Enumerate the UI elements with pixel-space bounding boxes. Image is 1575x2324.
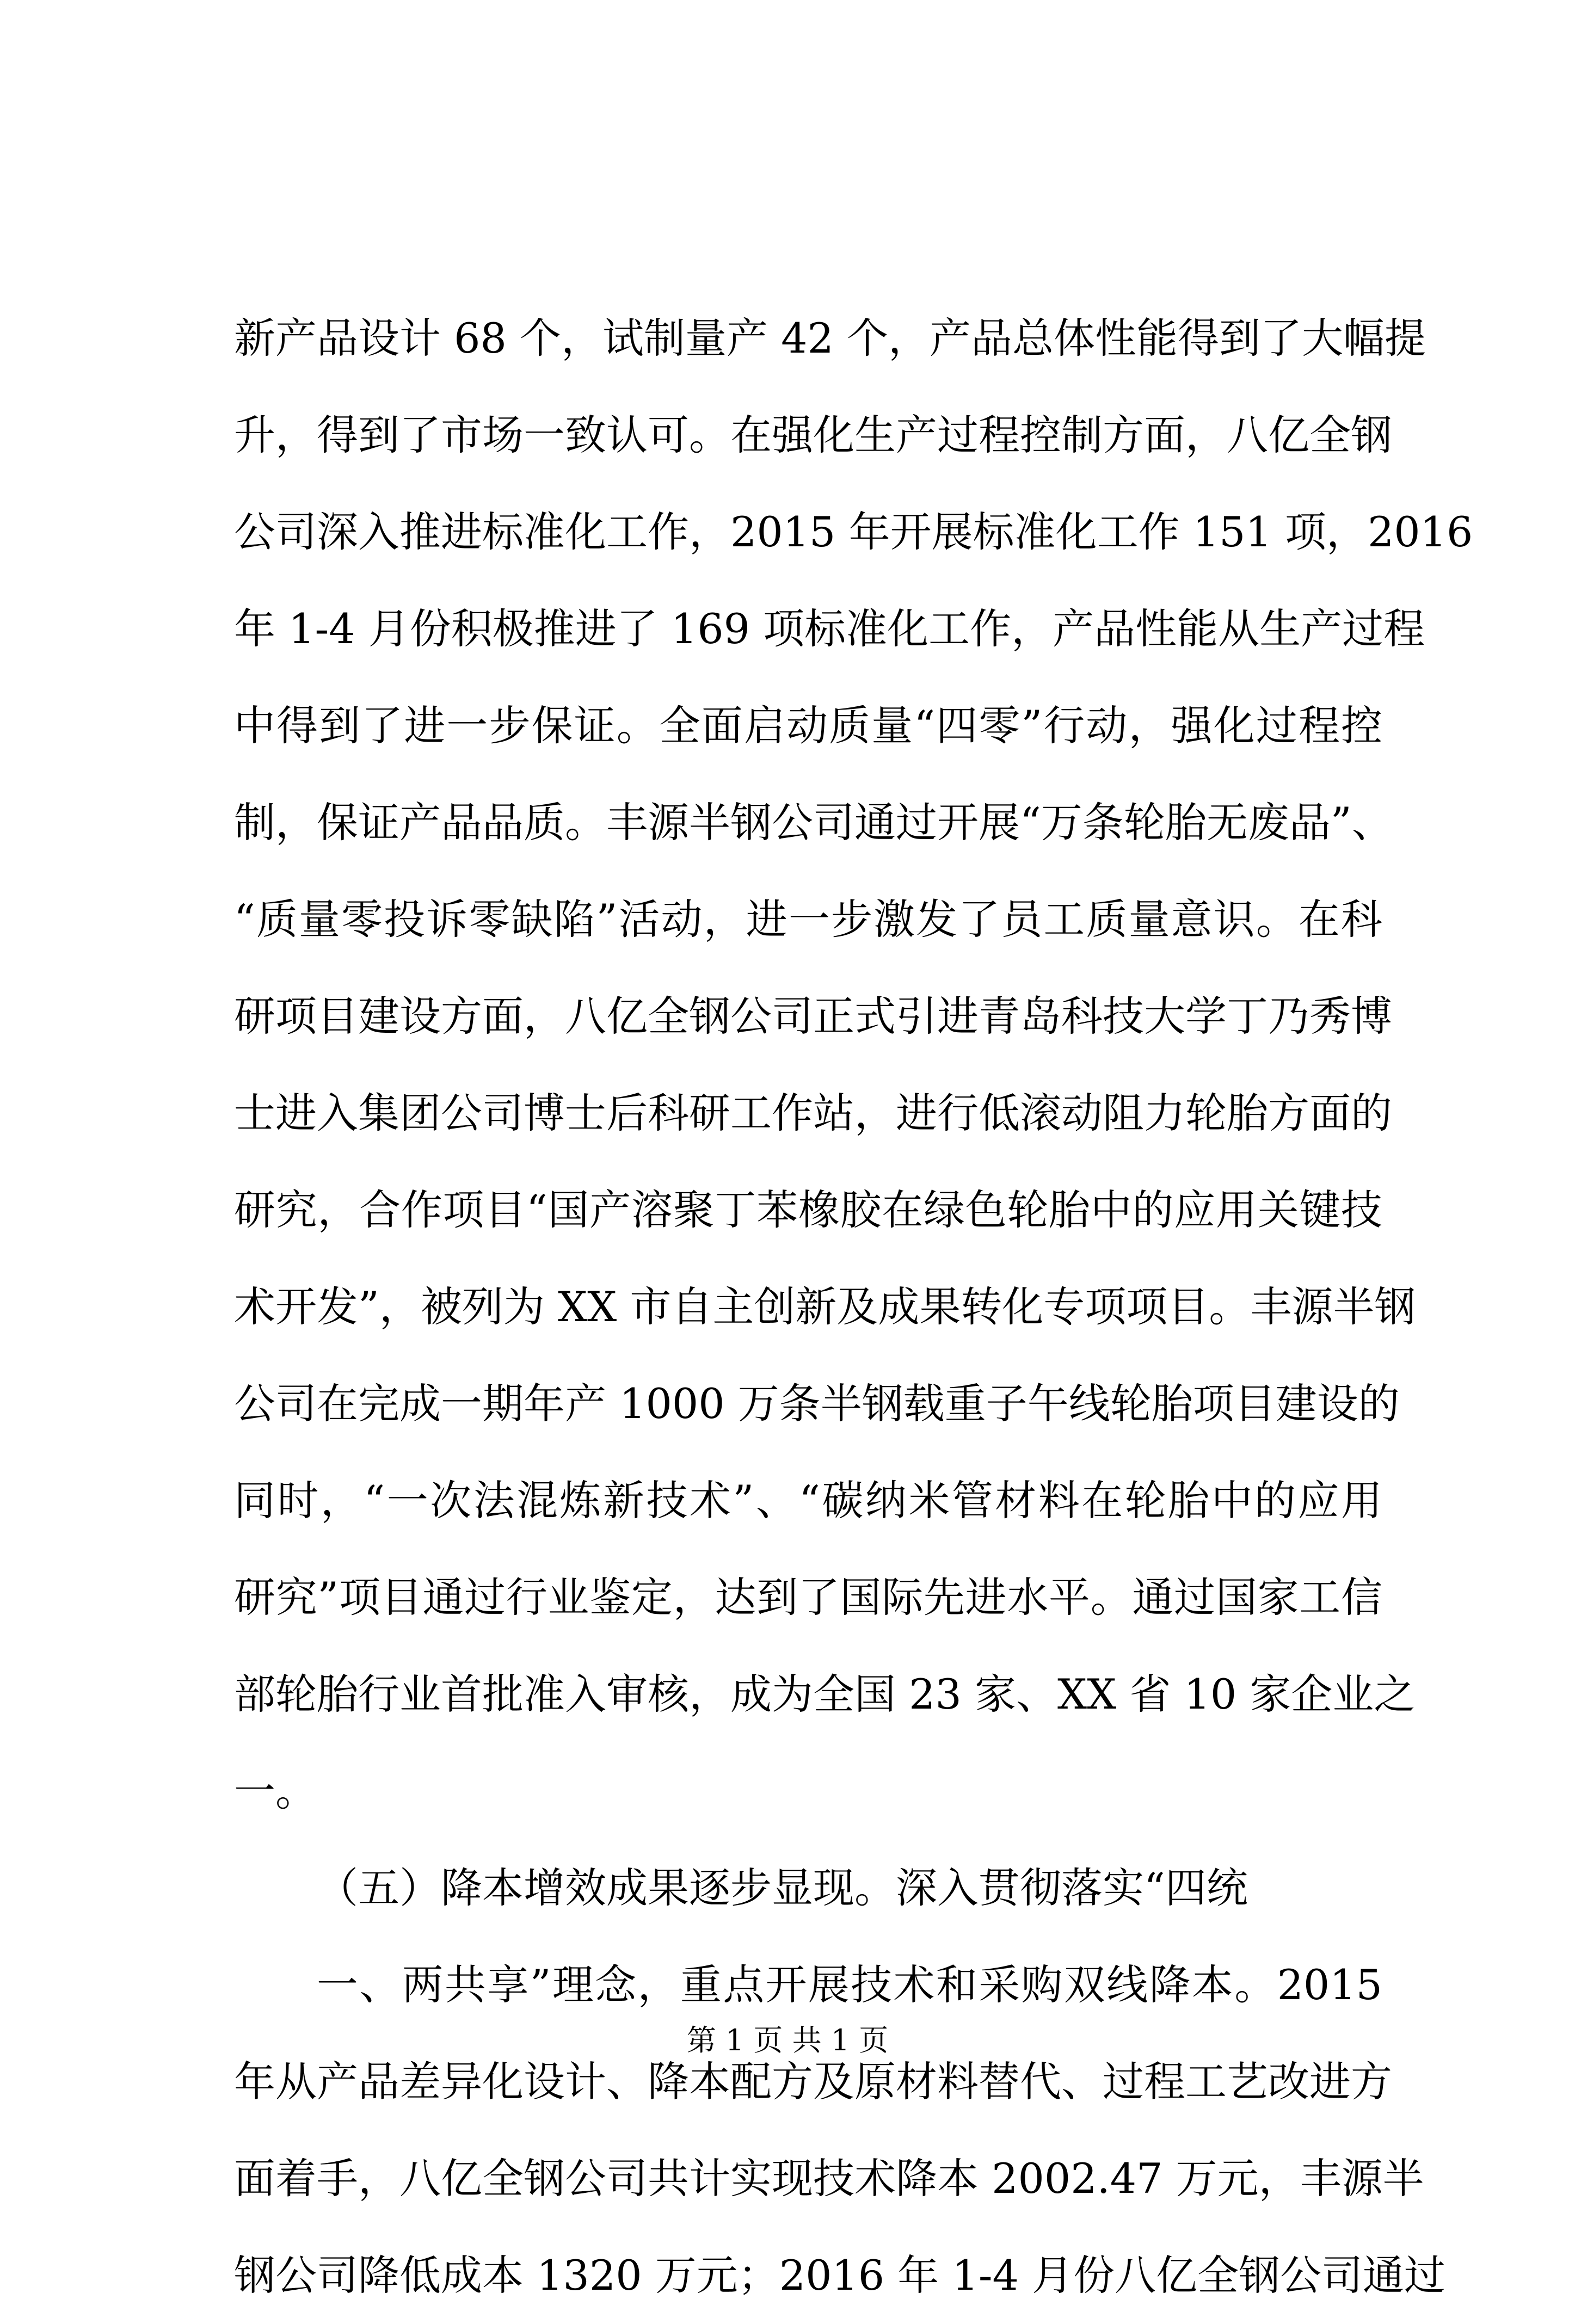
text-line: 公司深入推进标准化工作，2015 年开展标准化工作 151 项，2016 bbox=[234, 508, 1473, 556]
text-line: 研项目建设方面，八亿全钢公司正式引进青岛科技大学丁乃秀博 bbox=[234, 992, 1392, 1040]
text-line: 公司在完成一期年产 1000 万条半钢载重子午线轮胎项目建设的 bbox=[234, 1379, 1400, 1428]
text-line: 研究，合作项目“国产溶聚丁苯橡胶在绿色轮胎中的应用关键技 bbox=[234, 1186, 1382, 1234]
text-line: 中得到了进一步保证。全面启动质量“四零”行动，强化过程控 bbox=[234, 701, 1382, 750]
text-line: 一。 bbox=[234, 1767, 317, 1815]
text-line: 制，保证产品品质。丰源半钢公司通过开展“万条轮胎无废品”、 bbox=[234, 798, 1393, 847]
text-line: 面着手，八亿全钢公司共计实现技术降本 2002.47 万元，丰源半 bbox=[234, 2154, 1424, 2203]
text-line: 钢公司降低成本 1320 万元；2016 年 1-4 月份八亿全钢公司通过 bbox=[234, 2251, 1446, 2300]
page-number-footer: 第 1 页 共 1 页 bbox=[686, 2023, 889, 2057]
text-line: 士进入集团公司博士后科研工作站，进行低滚动阻力轮胎方面的 bbox=[234, 1089, 1392, 1137]
text-line: 年从产品差异化设计、降本配方及原材料替代、过程工艺改进方 bbox=[234, 2057, 1392, 2106]
text-line: 新产品设计 68 个，试制量产 42 个，产品总体性能得到了大幅提 bbox=[234, 314, 1426, 362]
section-heading-line: （五）降本增效成果逐步显现。深入贯彻落实“四统 bbox=[317, 1864, 1248, 1912]
text-line: 部轮胎行业首批准入审核，成为全国 23 家、XX 省 10 家企业之 bbox=[234, 1670, 1416, 1718]
text-line: 研究”项目通过行业鉴定，达到了国际先进水平。通过国家工信 bbox=[234, 1573, 1382, 1622]
text-line: “质量零投诉零缺陷”活动，进一步激发了员工质量意识。在科 bbox=[234, 895, 1382, 944]
text-line: 同时，“一次法混炼新技术”、“碳纳米管材料在轮胎中的应用 bbox=[234, 1476, 1382, 1525]
document-body bbox=[234, 290, 1473, 2324]
text-line: 升，得到了市场一致认可。在强化生产过程控制方面，八亿全钢 bbox=[234, 411, 1392, 459]
text-line: 一、两共享”理念，重点开展技术和采购双线降本。2015 bbox=[317, 1961, 1382, 2009]
text-line: 术开发”，被列为 XX 市自主创新及成果转化专项项目。丰源半钢 bbox=[234, 1283, 1416, 1331]
text-line: 年 1-4 月份积极推进了 169 项标准化工作，产品性能从生产过程 bbox=[234, 605, 1425, 653]
